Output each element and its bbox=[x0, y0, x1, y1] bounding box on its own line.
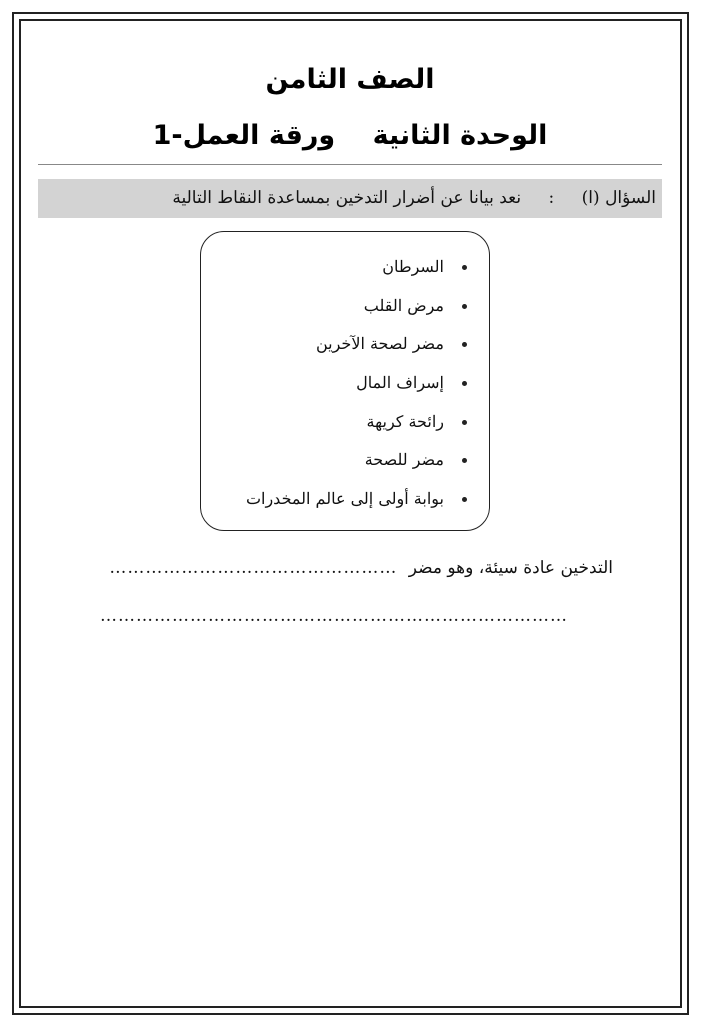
list-item bbox=[246, 480, 467, 519]
worksheet-label: ورقة العمل-1 bbox=[152, 120, 336, 151]
bullet-icon bbox=[462, 304, 467, 309]
list-item bbox=[246, 287, 467, 326]
title-divider bbox=[38, 164, 662, 165]
answer-blank-line[interactable]: …………………………………………………………………… bbox=[100, 606, 568, 626]
question-colon: : bbox=[548, 188, 555, 208]
point-text: بوابة أولى إلى عالم المخدرات bbox=[245, 489, 444, 509]
bullet-icon bbox=[462, 420, 467, 425]
point-text: مضر للصحة bbox=[364, 450, 444, 470]
list-item bbox=[246, 325, 467, 364]
list-item bbox=[246, 364, 467, 403]
bullet-icon bbox=[462, 497, 467, 502]
list-item bbox=[246, 403, 467, 442]
bullet-icon bbox=[462, 381, 467, 386]
answer-line-1 bbox=[109, 558, 613, 578]
list-item bbox=[246, 248, 467, 287]
point-text: مضر لصحة الآخرين bbox=[315, 334, 444, 354]
question-bar bbox=[38, 179, 662, 218]
bullet-icon bbox=[462, 265, 467, 270]
points-list bbox=[246, 248, 467, 519]
bullet-icon bbox=[462, 342, 467, 347]
point-text: إسراف المال bbox=[356, 373, 444, 393]
answer-prompt: التدخين عادة سيئة، وهو مضر bbox=[408, 558, 613, 578]
answer-blank-inline[interactable]: ………………………………………… bbox=[109, 558, 398, 578]
list-item bbox=[246, 441, 467, 480]
bullet-icon bbox=[462, 458, 467, 463]
point-text: رائحة كريهة bbox=[366, 411, 444, 431]
points-box bbox=[200, 231, 490, 531]
unit-title bbox=[38, 120, 662, 151]
question-text: نعد بيانا عن أضرار التدخين بمساعدة النقاط التالية bbox=[172, 188, 522, 208]
unit-label: الوحدة الثانية bbox=[372, 120, 548, 151]
point-text: مرض القلب bbox=[363, 295, 444, 315]
point-text: السرطان bbox=[382, 257, 444, 276]
grade-title: الصف الثامن bbox=[265, 64, 435, 95]
question-label: السؤال (ا) bbox=[581, 188, 656, 208]
